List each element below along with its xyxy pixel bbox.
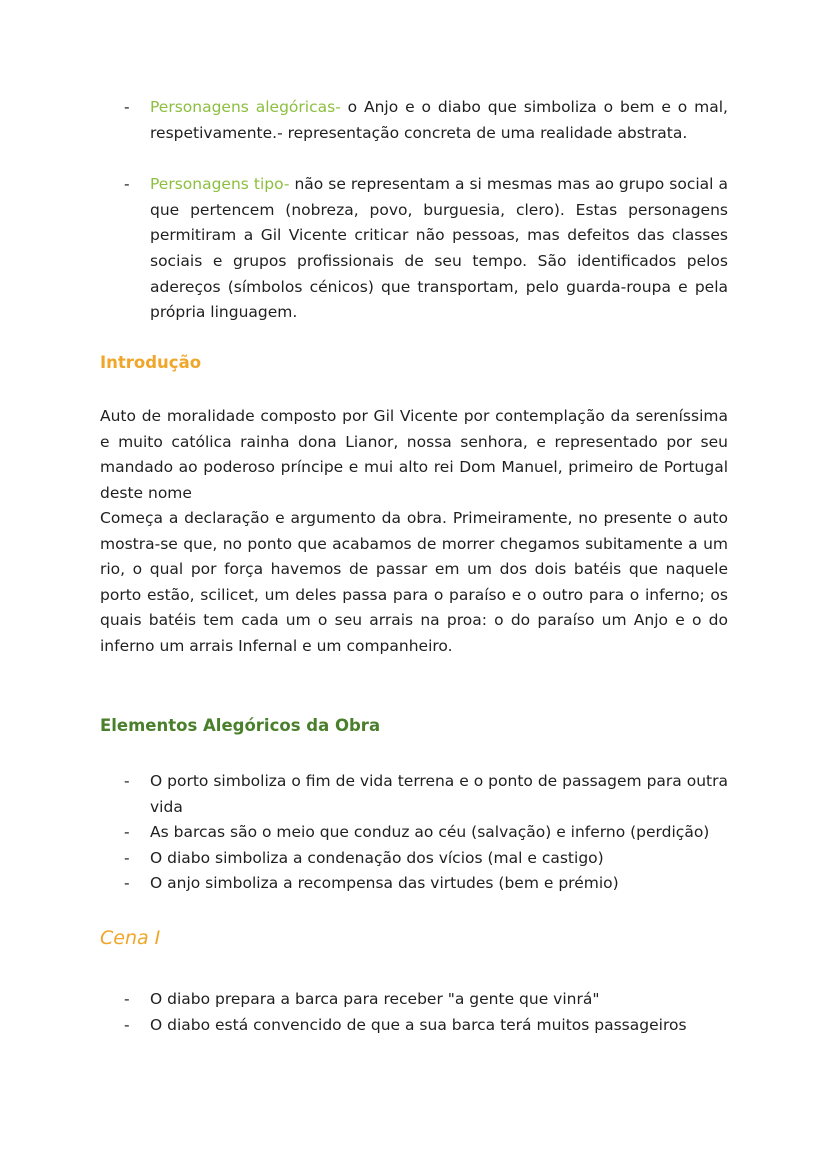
term-description: o Anjo e o diabo que simboliza o bem e o mal, respetivamente.- representação concreta de uma realidade abstrata. [150,98,728,142]
list-item [100,172,728,326]
character-types-list [100,95,728,326]
section-heading-cena: Cena I [100,927,161,949]
intro-paragraph: Auto de moralidade composto por Gil Vicente por contemplação da sereníssima e muito católica rainha dona Lianor, nossa senhora, e representado por seu mandado ao poderoso príncipe e mui alto rei Dom Manuel, primeiro de Portugal deste nome [100,407,728,502]
bullet-dash: - [124,823,130,842]
section-heading-introducao: Introdução [100,353,202,372]
list-item-text: O anjo simboliza a recompensa das virtudes (bem e prémio) [150,874,619,893]
list-item [100,987,728,1013]
list-item-text: O porto simboliza o fim de vida terrena e o ponto de passagem para outra vida [150,772,728,816]
allegorical-elements-list [100,769,728,897]
list-item [100,769,728,820]
bullet-dash: - [124,874,130,893]
term-label: Personagens alegóricas- [150,98,341,116]
bullet-dash: - [124,848,130,867]
scene-one-list [100,987,728,1038]
list-item [100,1013,728,1039]
term-label: Personagens tipo- [150,175,290,194]
bullet-dash: - [124,772,130,790]
bullet-dash: - [124,175,130,194]
term-description: não se representam a si mesmas mas ao grupo social a que pertencem (nobreza, povo, burguesia, clero). Estas personagens permitiram a Gil Vicente criticar não pessoas, mas defeitos das classes sociais e grupos profissionais de seu tempo. São identificados pelos adereços (símbolos cénicos) que transportam, pelo guarda-roupa e pela própria linguagem. [150,175,728,322]
list-item-text: O diabo prepara a barca para receber "a gente que vinrá" [150,990,600,1008]
list-item-text: O diabo simboliza a condenação dos vícios (mal e castigo) [150,848,604,867]
section-heading-elementos: Elementos Alegóricos da Obra [100,716,381,735]
bullet-dash: - [124,990,130,1008]
bullet-dash: - [124,1015,130,1034]
list-item-text: As barcas são o meio que conduz ao céu (salvação) e inferno (perdição) [150,823,710,842]
list-item [100,846,728,872]
argument-paragraph: Começa a declaração e argumento da obra. Primeiramente, no presente o auto mostra-se que, no ponto que acabamos de morrer chegamos subitamente a um rio, o qual por força havemos de passar em um dos dois batéis que naquele porto estão, scilicet, um deles passa para o paraíso e o outro para o inferno; os quais batéis tem cada um o seu arrais na proa: o do paraíso um Anjo e o do inferno um arrais Infernal e um companheiro. [100,509,728,655]
bullet-dash: - [124,98,130,116]
list-item-text: O diabo está convencido de que a sua barca terá muitos passageiros [150,1015,687,1034]
list-item [100,95,728,146]
list-item [100,871,728,897]
list-item [100,820,728,846]
